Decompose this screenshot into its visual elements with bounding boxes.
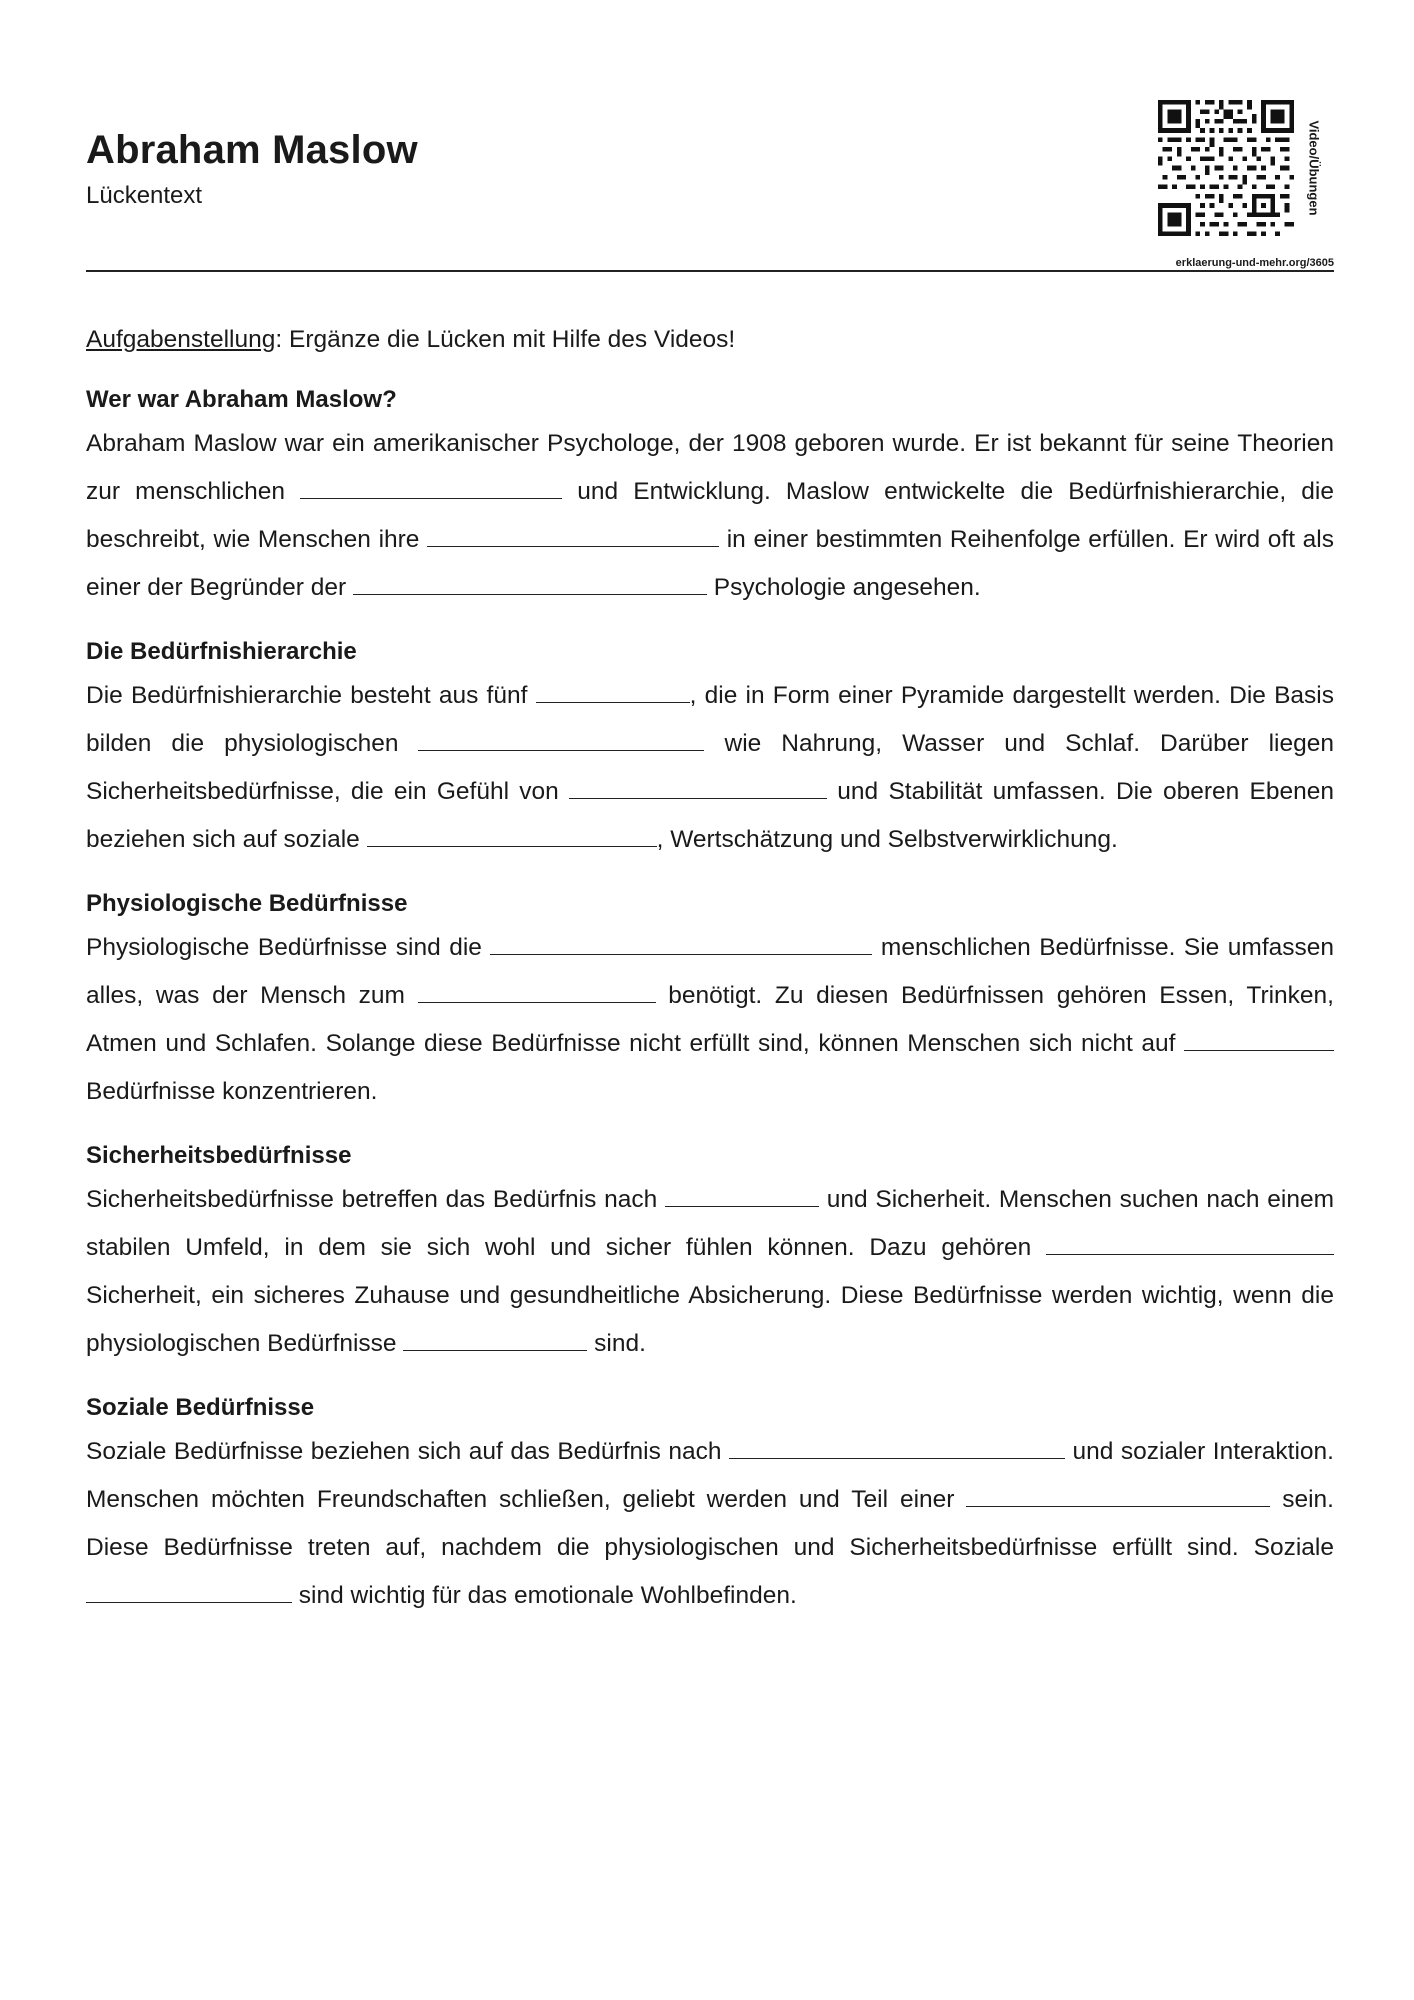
header-divider — [86, 270, 1334, 272]
blank-field[interactable] — [86, 1601, 292, 1603]
section-heading-physiological: Physiologische Bedürfnisse — [86, 890, 408, 917]
page-header — [86, 100, 1334, 272]
section-heading-social: Soziale Bedürfnisse — [86, 1394, 315, 1421]
section-text-hierarchy: Die Bedürfnishierarchie besteht aus fünf , die in Form einer Pyramide dargestellt werden. Die Basis bilden die physiologischen wie Nahrung, Wasser und Schlaf. Darüber liegen Sicherheitsbedürfnisse, die ein Gefühl von und Stabilität umfassen. Die oberen Ebenen beziehen sich auf soziale , Wertschätzung und Selbstverwirklichung. — [86, 682, 1334, 853]
blank-field[interactable] — [665, 1205, 819, 1207]
task-label: Aufgabenstellung — [86, 326, 276, 353]
section-text-social: Soziale Bedürfnisse beziehen sich auf das Bedürfnis nach und sozialer Interaktion. Menschen möchten Freundschaften schließen, geliebt werden und Teil einer sein. Diese Bedürfnisse treten auf, nachdem die physiologischen und Sicherheitsbedürfnisse erfüllt sind. Soziale sind wichtig für das emotionale Wohlbefinden. — [86, 1438, 1334, 1609]
blank-field[interactable] — [729, 1457, 1065, 1459]
qr-label: Video/Übungen — [1306, 120, 1322, 216]
task-instruction — [86, 320, 1334, 360]
qr-code-icon[interactable] — [1158, 100, 1294, 236]
worksheet-content — [86, 320, 1334, 1640]
blank-field[interactable] — [418, 1001, 656, 1003]
section-heading-hierarchy: Die Bedürfnishierarchie — [86, 638, 357, 665]
blank-field[interactable] — [418, 749, 704, 751]
section-text-safety: Sicherheitsbedürfnisse betreffen das Bedürfnis nach und Sicherheit. Menschen suchen nach einem stabilen Umfeld, in dem sie sich wohl und sicher fühlen können. Dazu gehören Sicherheit, ein sicheres Zuhause und gesundheitliche Absicherung. Diese Bedürfnisse werden wichtig, wenn die physiologischen Bedürfnisse sind. — [86, 1186, 1335, 1357]
blank-field[interactable] — [1184, 1049, 1334, 1051]
blank-field[interactable] — [427, 545, 719, 547]
section-text-maslow: Abraham Maslow war ein amerikanischer Psychologe, der 1908 geboren wurde. Er ist bekannt für seine Theorien zur menschlichen und Entwicklung. Maslow entwickelte die Bedürfnishierarchie, die beschreibt, wie Menschen ihre in einer bestimmten Reihenfolge erfüllen. Er wird oft als einer der Begründer der Psychologie angesehen. — [86, 430, 1334, 601]
blank-field[interactable] — [353, 593, 707, 595]
blank-field[interactable] — [403, 1349, 587, 1351]
task-text: : Ergänze die Lücken mit Hilfe des Videos! — [275, 326, 736, 353]
page-subtitle: Lückentext — [86, 182, 203, 209]
page-title: Abraham Maslow — [86, 128, 418, 172]
blank-field[interactable] — [536, 701, 690, 703]
section-text-physiological: Physiologische Bedürfnisse sind die menschlichen Bedürfnisse. Sie umfassen alles, was der Mensch zum benötigt. Zu diesen Bedürfnissen gehören Essen, Trinken, Atmen und Schlafen. Solange diese Bedürfnisse nicht erfüllt sind, können Menschen sich nicht auf Bedürfnisse konzentrieren. — [86, 934, 1335, 1105]
blank-field[interactable] — [490, 953, 872, 955]
blank-field[interactable] — [1046, 1253, 1334, 1255]
blank-field[interactable] — [367, 845, 657, 847]
blank-field[interactable] — [300, 497, 562, 499]
blank-field[interactable] — [569, 797, 827, 799]
qr-url[interactable]: erklaerung-und-mehr.org/3605 — [1175, 257, 1334, 269]
blank-field[interactable] — [966, 1505, 1270, 1507]
section-heading-maslow: Wer war Abraham Maslow? — [86, 386, 397, 413]
section-heading-safety: Sicherheitsbedürfnisse — [86, 1142, 352, 1169]
